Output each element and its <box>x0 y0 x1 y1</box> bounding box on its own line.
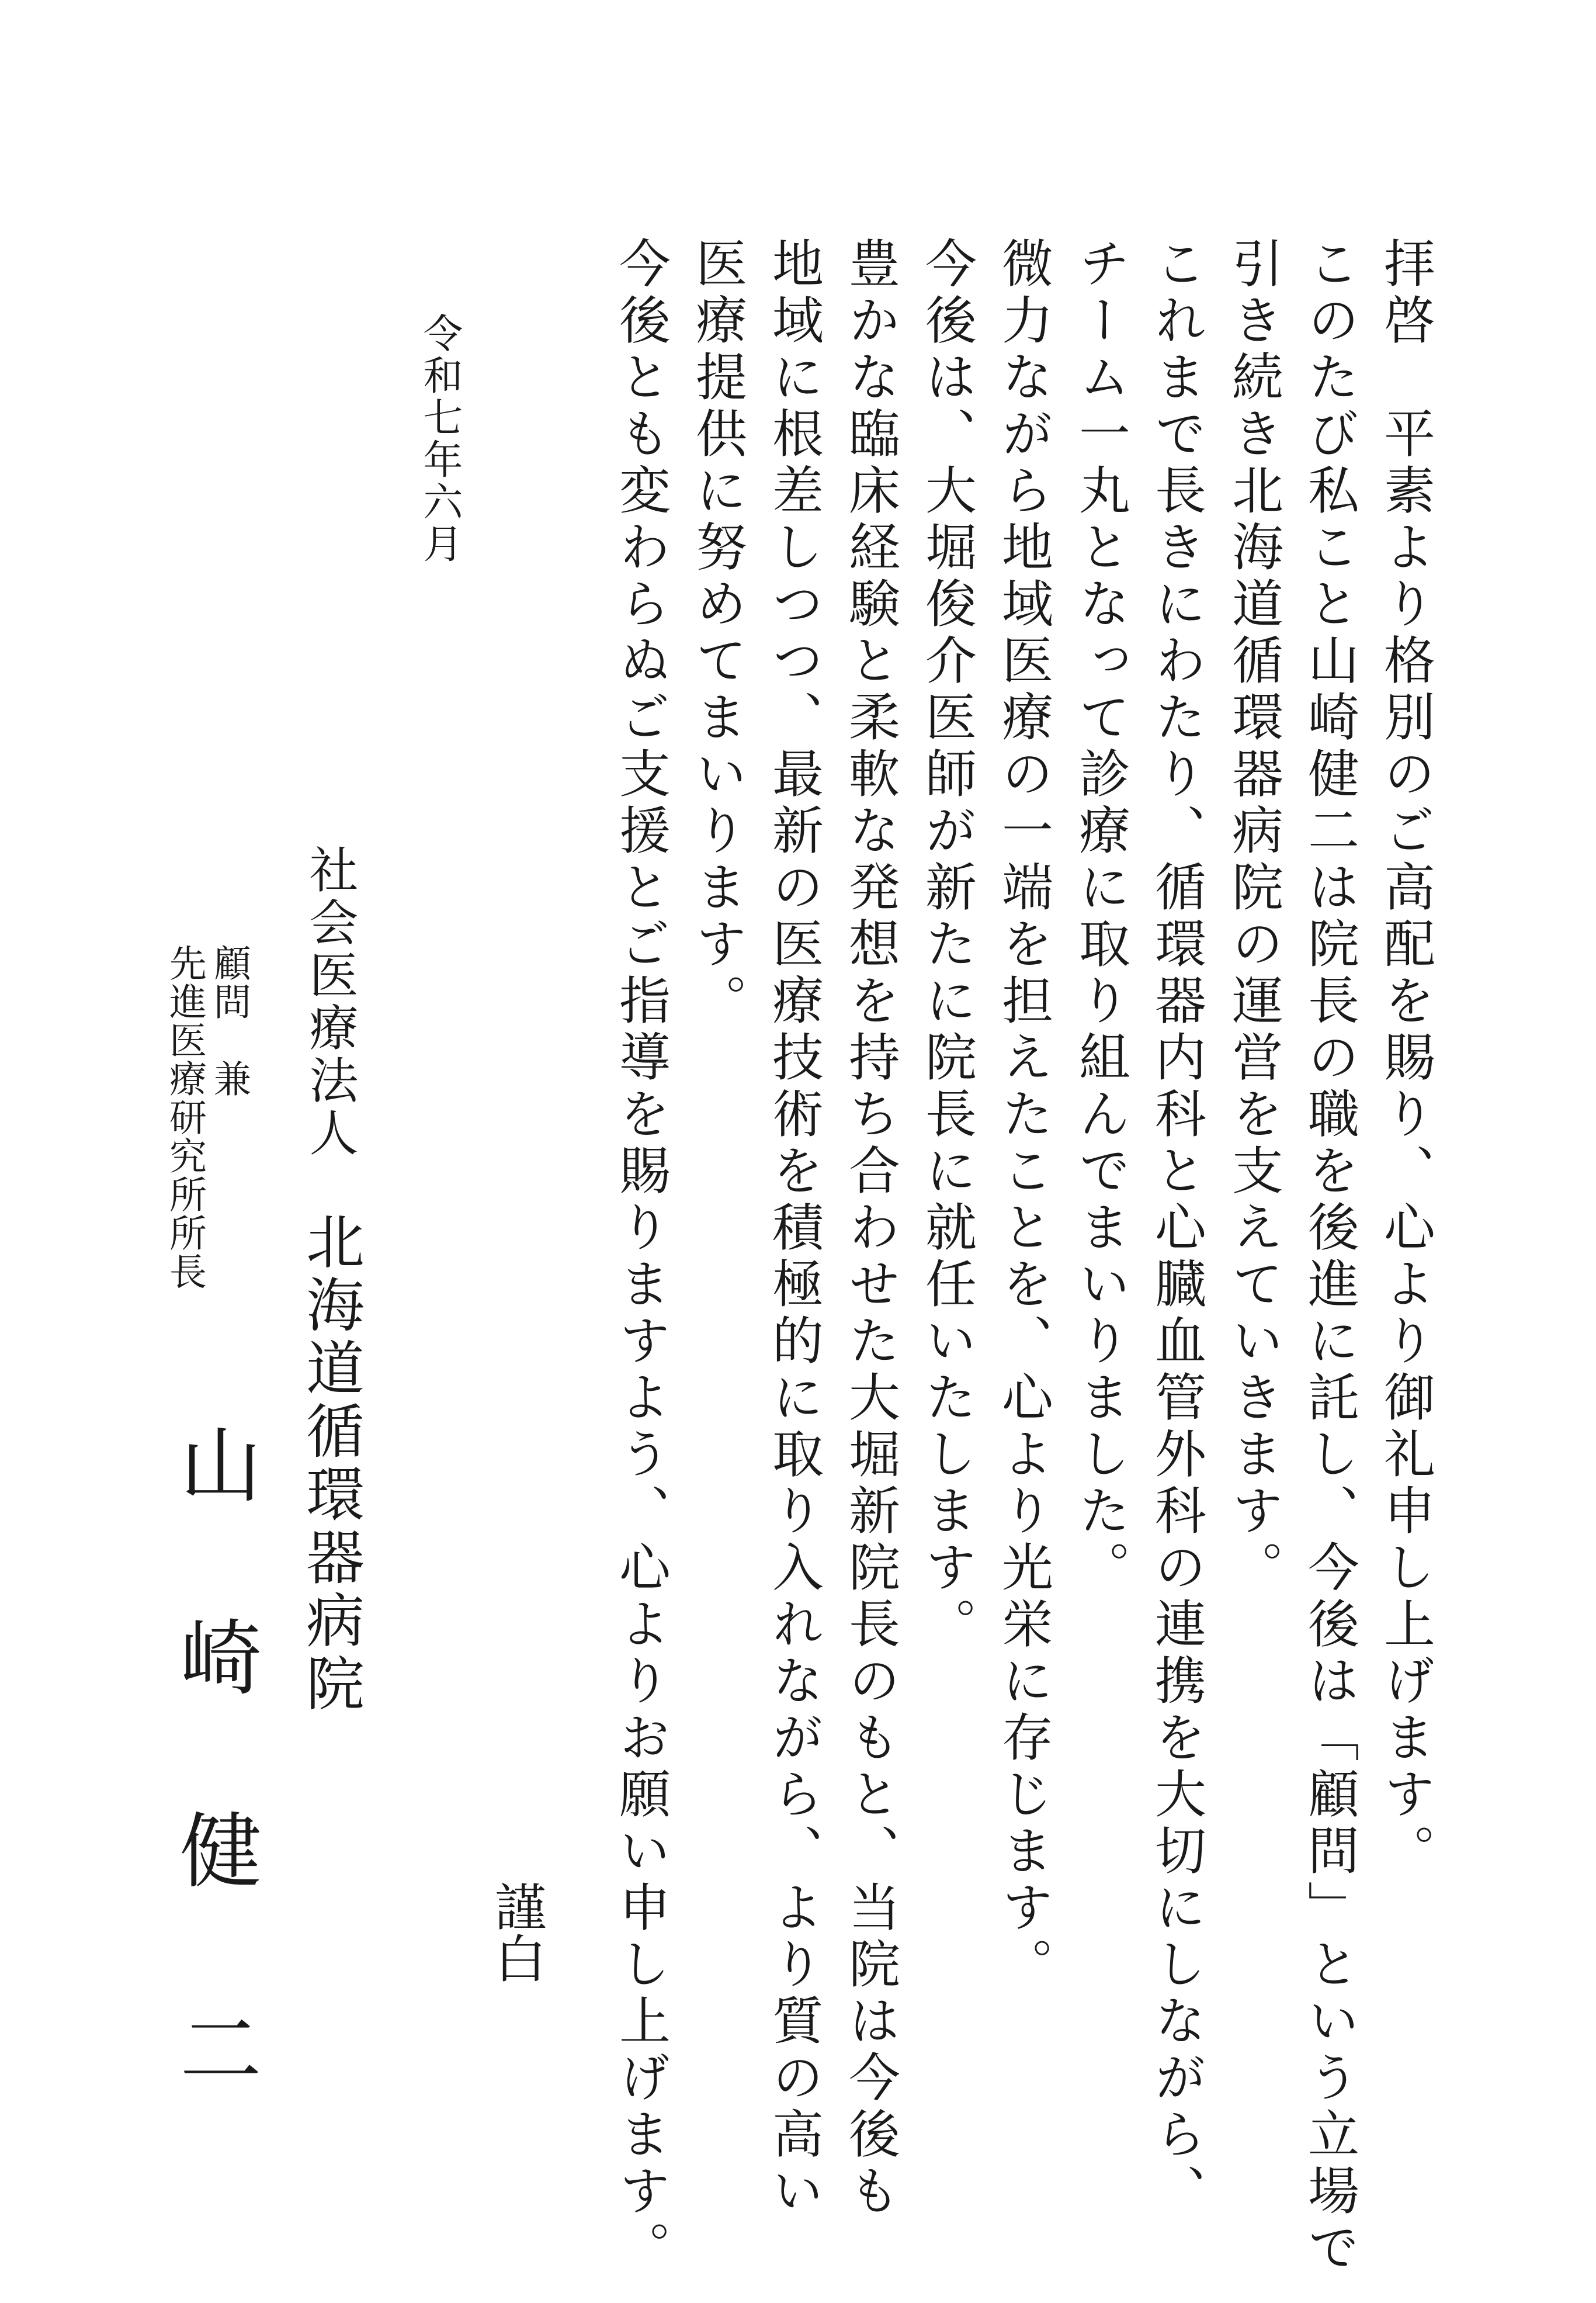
letter-line-2: このたび私こと山崎健二は院長の職を後進に託し、今後は「顧問」という立場で <box>1300 237 1360 2277</box>
letter-date: 令和七年六月 <box>417 313 463 565</box>
signer-name-char-1: 山 <box>180 1419 262 1514</box>
signer-title-2: 先進医療研究所所長 <box>163 944 206 1291</box>
letter-line-6: 微力ながら地域医療の一端を担えたことを、心より光栄に存じます。 <box>994 237 1054 1994</box>
signer-name-char-3: 健 <box>180 1805 262 1900</box>
closing-word: 謹白 <box>487 1881 547 1983</box>
letter-line-10: 医療提供に努めてまいります。 <box>688 237 748 1030</box>
letter-line-4: これまで長きにわたり、循環器内科と心臓血管外科の連携を大切にしながら、 <box>1147 237 1207 2221</box>
letter-line-8: 豊かな臨床経験と柔軟な発想を持ち合わせた大堀新院長のもと、当院は今後も <box>841 237 901 2221</box>
signer-name-char-2: 崎 <box>180 1612 262 1707</box>
letter-line-11: 今後とも変わらぬご支援とご指導を賜りますよう、心よりお願い申し上げます。 <box>611 237 671 2277</box>
letter-line-5: チーム一丸となって診療に取り組んでまいりました。 <box>1071 237 1131 1597</box>
letter-line-7: 今後は、大堀俊介医師が新たに院長に就任いたします。 <box>917 237 977 1654</box>
organization-type: 社会医療法人 <box>301 844 359 1160</box>
letter-line-1: 拝啓 平素より格別のご高配を賜り、心より御礼申し上げます。 <box>1376 237 1436 1881</box>
organization-name: 北海道循環器病院 <box>296 1211 365 1716</box>
signer-title-1: 顧問 兼 <box>207 944 251 1098</box>
letter-line-3: 引き続き北海道循環器病院の運営を支えていきます。 <box>1224 237 1284 1597</box>
organization-block <box>296 844 365 1716</box>
letter-line-9: 地域に根差しつつ、最新の医療技術を積極的に取り入れながら、より質の高い <box>764 237 824 2221</box>
signer-name-char-4: 二 <box>180 2003 262 2098</box>
